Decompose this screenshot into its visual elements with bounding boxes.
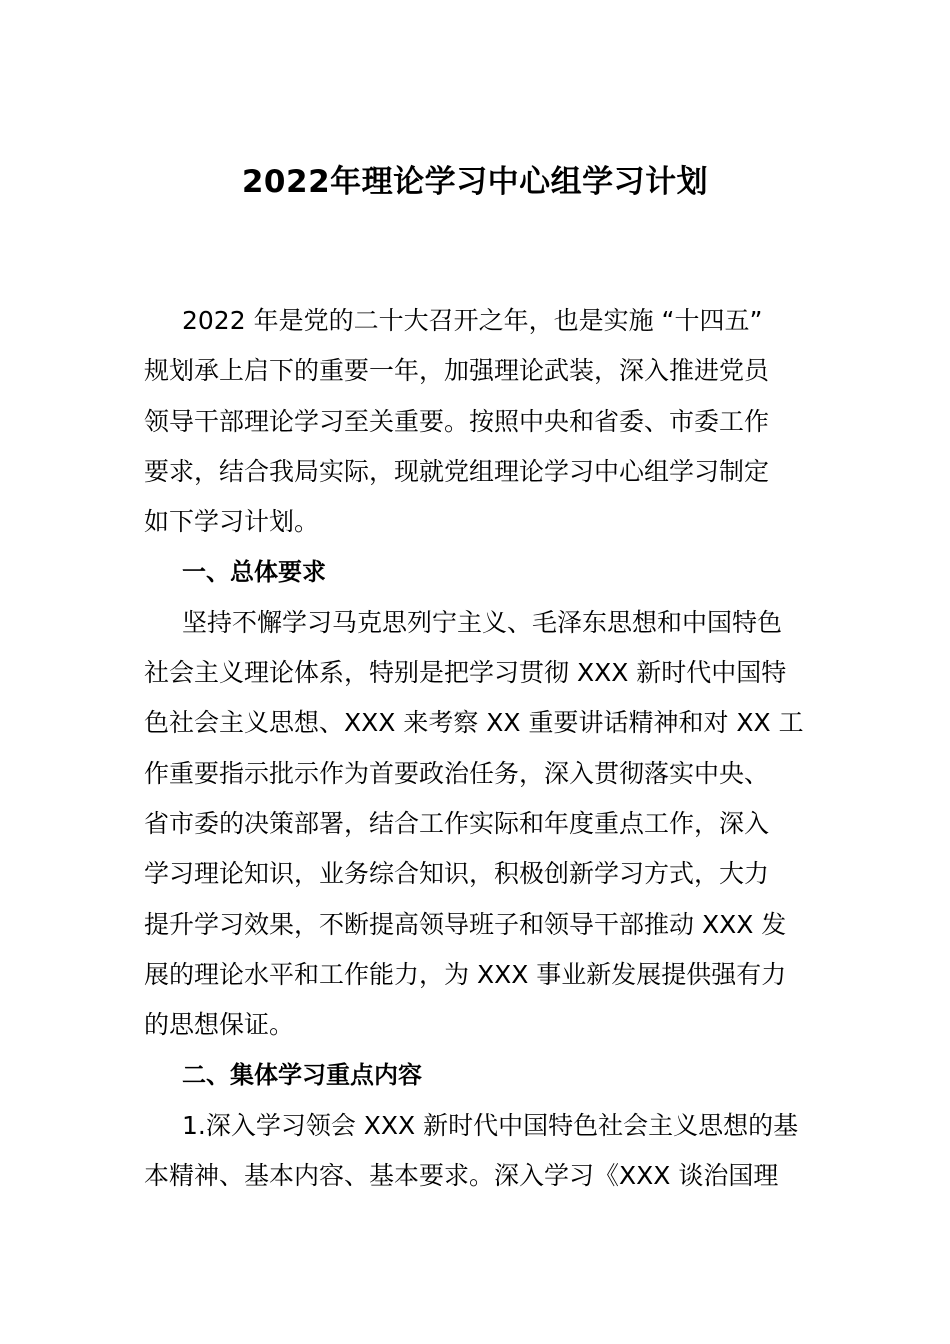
paragraph-general-line: 坚持不懈学习马克思列宁主义、毛泽东思想和中国特色	[182, 607, 783, 637]
paragraph-general-line: 色社会主义思想、XXX 来考察 XX 重要讲话精神和对 XX 工	[144, 708, 804, 738]
paragraph-intro-line: 如下学习计划。	[144, 507, 320, 537]
paragraph-general-line: 省市委的决策部署，结合工作实际和年度重点工作，深入	[144, 808, 770, 838]
paragraph-item-line: 1.深入学习领会 XXX 新时代中国特色社会主义思想的基	[182, 1110, 799, 1140]
section-heading-general-requirements: 一、总体要求	[182, 558, 326, 587]
paragraph-intro-line: 领导干部理论学习至关重要。按照中央和省委、市委工作	[144, 406, 770, 436]
paragraph-item-line: 本精神、基本内容、基本要求。深入学习《XXX 谈治国理	[144, 1161, 779, 1191]
document-title: 2022年理论学习中心组学习计划	[241, 164, 709, 200]
paragraph-intro-line: 2022 年是党的二十大召开之年，也是实施 “十四五”	[182, 306, 763, 335]
section-heading-key-content: 二、集体学习重点内容	[182, 1061, 422, 1090]
paragraph-general-line: 学习理论知识，业务综合知识，积极创新学习方式，大力	[144, 859, 770, 889]
paragraph-general-line: 展的理论水平和工作能力，为 XXX 事业新发展提供强有力	[144, 959, 787, 989]
paragraph-intro-line: 要求，结合我局实际，现就党组理论学习中心组学习制定	[144, 456, 770, 486]
paragraph-intro-line: 规划承上启下的重要一年，加强理论武装，深入推进党员	[144, 356, 770, 386]
paragraph-general-line: 的思想保证。	[144, 1010, 295, 1040]
paragraph-general-line: 社会主义理论体系，特别是把学习贯彻 XXX 新时代中国特	[144, 658, 787, 688]
paragraph-general-line: 作重要指示批示作为首要政治任务，深入贯彻落实中央、	[144, 758, 770, 788]
document-body	[144, 296, 808, 1201]
paragraph-general-line: 提升学习效果，不断提高领导班子和领导干部推动 XXX 发	[144, 909, 787, 939]
